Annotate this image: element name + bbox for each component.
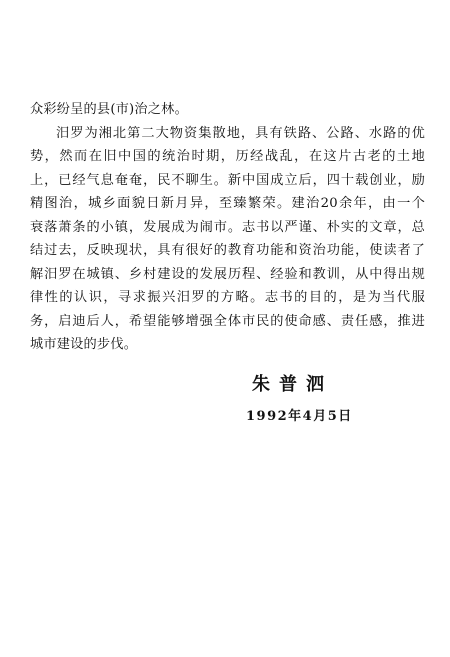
text-line: 务，启迪后人，希望能够增强全体市民的使命感、责任感，推进 xyxy=(30,313,425,329)
body-text xyxy=(30,98,425,357)
text-line: 上，已经气息奄奄，民不聊生。新中国成立后，四十载创业，励 xyxy=(30,172,425,188)
text-line: 城市建设的步伐。 xyxy=(30,337,138,352)
document-date: 1992年4月5日 xyxy=(246,409,353,424)
text-line: 精图治，城乡面貌日新月异，至臻繁荣。建治20余年，由一个 xyxy=(30,196,425,211)
text-line: 解汨罗在城镇、乡村建设的发展历程、经验和教训，从中得出规 xyxy=(30,266,425,282)
text-line: 众彩纷呈的县(市)治之林。 xyxy=(30,102,188,117)
text-line: 势，然而在旧中国的统治时期，历经战乱，在这片古老的土地 xyxy=(30,149,425,164)
text-line: 衰落萧条的小镇，发展成为闹市。志书以严谨、朴实的文章，总 xyxy=(30,219,425,235)
text-line: 律性的认识，寻求振兴汨罗的方略。志书的目的，是为当代服 xyxy=(30,290,425,305)
text-line: 结过去，反映现状，具有很好的教育功能和资治功能，使读者了 xyxy=(30,243,425,258)
author-signature: 朱普泗 xyxy=(252,374,333,395)
text-line: 汨罗为湘北第二大物资集散地，具有铁路、公路、水路的优 xyxy=(56,125,425,141)
